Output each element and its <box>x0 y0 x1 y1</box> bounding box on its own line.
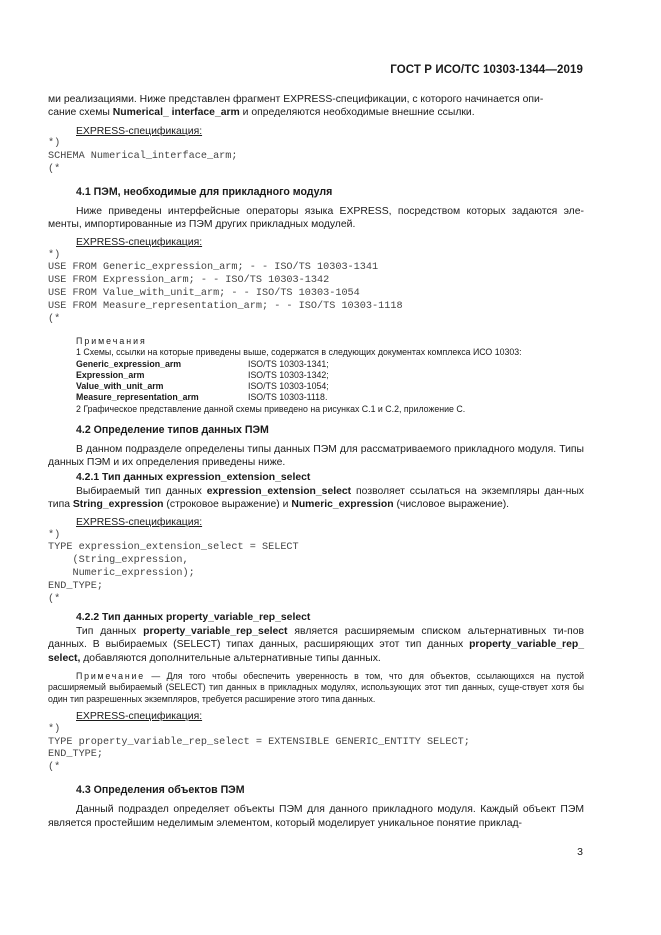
schema-name-cell: Expression_arm <box>76 369 145 380</box>
page-content <box>48 93 584 830</box>
section-4-1-paragraph: Ниже приведены интерфейсные операторы языка EXPRESS, посредством которых задаются эле-менты, импортированные из ПЭМ других прикладных модулей. <box>48 205 584 230</box>
body-text: является расширяемым списком альтернативных ти-пов данных. В выбираемых (SELECT) типах данных, расширяющих этот тип данных <box>48 625 584 651</box>
schema-name-cell: Value_with_unit_arm <box>76 381 164 392</box>
intro-line-1: ми реализациями. Ниже представлен фрагмент EXPRESS-спецификации, с которого начинается опи- <box>48 94 544 105</box>
body-text: Тип данных <box>76 625 144 637</box>
body-text: Выбираемый тип данных <box>76 485 207 497</box>
section-4-1-title: 4.1 ПЭМ, необходимые для прикладного модуля <box>76 185 333 198</box>
type-name: Numeric_expression <box>291 498 394 510</box>
code-block-schema: *) SCHEMA Numerical_interface_arm; (* <box>48 137 238 175</box>
code-block-property-select: *) TYPE property_variable_rep_select = EXTENSIBLE GENERIC_ENTITY SELECT; END_TYPE; (* <box>48 723 470 774</box>
document-ref-cell: ISO/TS 10303-1118. <box>248 392 328 403</box>
type-name: property_variable_rep_ select, <box>48 639 584 664</box>
code-block-use-from: *) USE FROM Generic_expression_arm; - - ISO/TS 10303-1341 USE FROM Expression_arm; - - ISO/TS 10303-1342 USE FROM Value_with_unit_arm; - - ISO/TS 10303-1054 USE FROM Measure_representation_arm; - - ISO/TS 10303-1118 (* <box>48 249 403 326</box>
table-row <box>76 392 329 403</box>
note-1: 1 Схемы, ссылки на которые приведены выше, содержатся в следующих документах комплекса ИСО 10303: <box>76 347 522 358</box>
express-label: EXPRESS-спецификация: <box>76 517 203 529</box>
schema-name-cell: Measure_representation_arm <box>76 392 199 403</box>
schema-name: Numerical_ interface_arm <box>112 107 240 119</box>
section-4-2-2-paragraph <box>48 625 584 665</box>
body-text: добавляются дополнительные альтернативные типы данных. <box>80 652 381 664</box>
note-heading: Примечание <box>76 670 145 681</box>
intro-text: сание схемы <box>48 107 113 119</box>
page-number: 3 <box>577 846 583 858</box>
notes-block <box>48 336 584 415</box>
type-name: String_expression <box>72 498 164 510</box>
schema-name-cell: Generic_expression_arm <box>76 358 182 369</box>
express-label: EXPRESS-спецификация: <box>76 237 203 249</box>
document-ref-cell: ISO/TS 10303-1342; <box>248 369 329 380</box>
section-4-2-1-title: 4.2.1 Тип данных expression_extension_select <box>76 471 311 483</box>
section-4-3-title: 4.3 Определения объектов ПЭМ <box>76 784 245 797</box>
note-text: — Для того чтобы обеспечить уверенность в том, что для объектов, ссылающихся на пустой расширяемый выбираемый (SELECT) тип данных в прикладных модулях, использующих этот тип данных, суще-ствует хотя бы один тип разрешенных экземпляров, требуется расширение этого типа данных. <box>48 670 584 704</box>
section-4-2-2-title: 4.2.2 Тип данных property_variable_rep_select <box>76 611 311 623</box>
section-4-2-title: 4.2 Определение типов данных ПЭМ <box>76 424 269 437</box>
document-ref-cell: ISO/TS 10303-1054; <box>248 381 329 392</box>
intro-paragraph <box>48 93 584 120</box>
table-row <box>76 381 329 392</box>
table-row <box>76 370 329 381</box>
schema-reference-table <box>76 359 329 404</box>
code-block-expression-select: *) TYPE expression_extension_select = SELECT (String_expression, Numeric_expression); END_TYPE; (* <box>48 529 299 606</box>
note-paragraph <box>48 671 584 706</box>
type-name: property_variable_rep_select <box>143 625 288 637</box>
notes-heading: Примечания <box>76 335 147 346</box>
section-4-2-paragraph: В данном подразделе определены типы данных ПЭМ для рассматриваемого прикладного модуля. Типы данных ПЭМ и их определения приведены ниже. <box>48 444 584 469</box>
note-2: 2 Графическое представление данной схемы приведено на рисунках С.1 и С.2, приложение С. <box>76 403 466 414</box>
intro-text: и определяются необходимые внешние ссылки. <box>239 107 475 119</box>
body-text: (строковое выражение) и <box>163 498 292 510</box>
table-row <box>76 359 329 370</box>
document-ref-cell: ISO/TS 10303-1341; <box>248 358 329 369</box>
express-label: EXPRESS-спецификация: <box>76 125 203 137</box>
section-4-2-1-paragraph <box>48 485 584 512</box>
express-label: EXPRESS-спецификация: <box>76 711 203 723</box>
body-text: позволяет ссылаться на экземпляры дан-ных типа <box>48 485 584 510</box>
document-header: ГОСТ Р ИСО/ТС 10303-1344—2019 <box>390 64 583 76</box>
body-text: (числовое выражение). <box>393 498 510 510</box>
type-name: expression_extension_select <box>206 485 352 497</box>
section-4-3-paragraph: Данный подраздел определяет объекты ПЭМ для данного прикладного модуля. Каждый объект ПЭМ является простейшим неделимым элементом, который моделирует уникальное понятие приклад- <box>48 804 584 829</box>
